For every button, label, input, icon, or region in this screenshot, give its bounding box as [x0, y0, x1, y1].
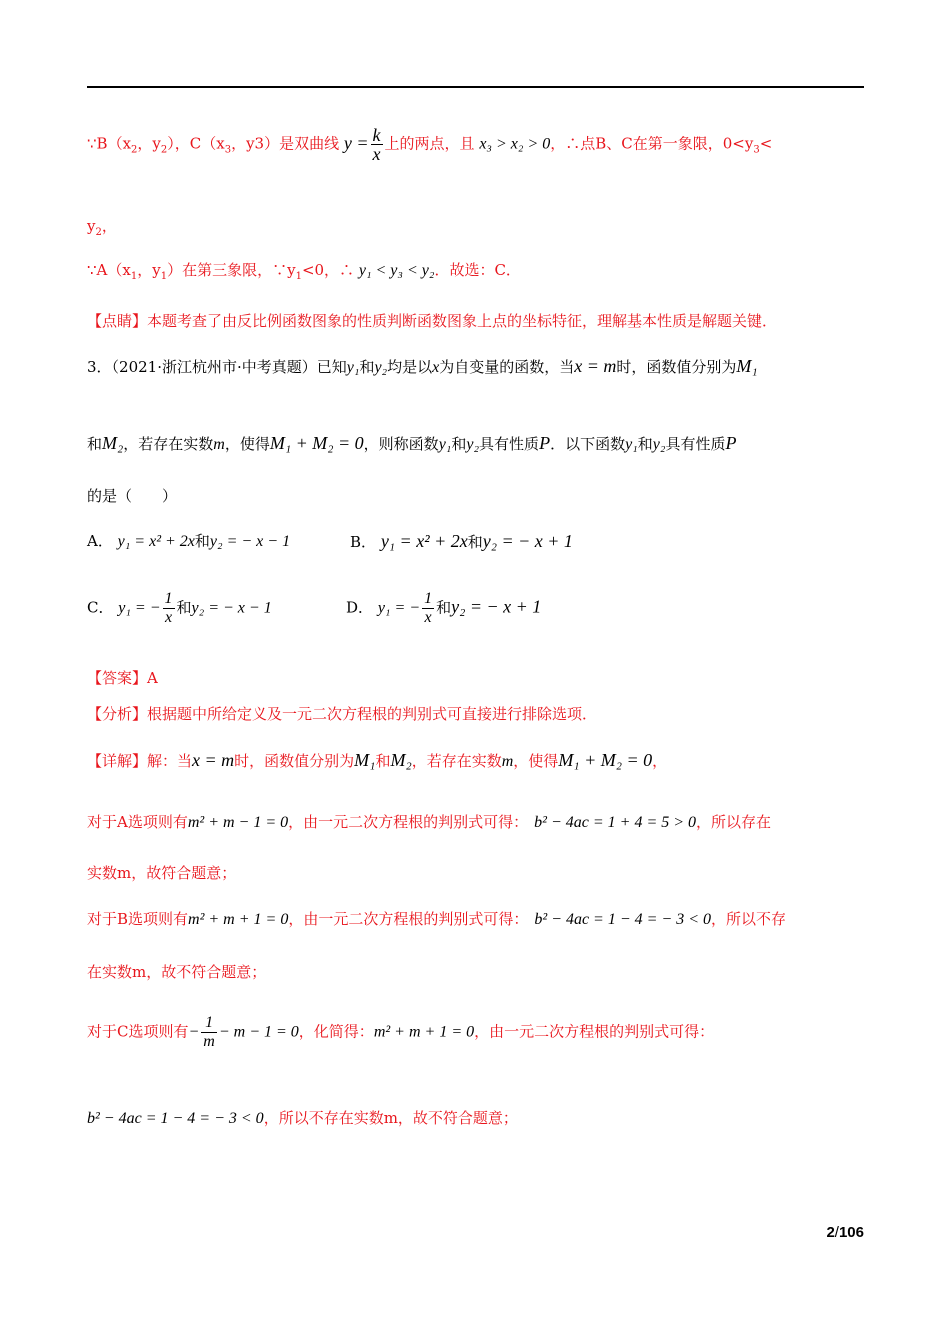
text-segment: ）在第三象限，∵y — [167, 261, 296, 279]
text-segment: 和 — [451, 435, 467, 453]
text-segment: 和 — [359, 358, 375, 376]
math-equation-c: − m − 1 = 0 — [218, 1023, 299, 1041]
text-segment: ，则称函数 — [363, 435, 439, 453]
math-equation-a: m² + m − 1 = 0 — [187, 814, 289, 831]
text-segment: ，若存在实数 — [411, 752, 502, 770]
math-option-a-y2: y₂ = − x − 1 — [209, 533, 291, 550]
subscript: 1 — [295, 271, 302, 282]
text-segment: 【答案】A — [87, 669, 158, 687]
text-segment: 和 — [436, 598, 452, 617]
text-segment: ，化简得： — [298, 1022, 374, 1041]
math-option-b-y1: y₁ = x² + 2x — [380, 531, 468, 551]
page-total: 106 — [838, 1224, 864, 1241]
text-segment: 【点睛】本题考查了由反比例函数图象的性质判断函数图象上点的坐标特征，理解基本性质是解题关键． — [87, 312, 778, 330]
subscript: 2 — [131, 144, 138, 156]
math-M1-plus-M2: M₁ + M₂ = 0 — [558, 750, 653, 770]
math-discriminant-c: b² − 4ac = 1 − 4 = − 3 < 0 — [87, 1110, 264, 1127]
header-rule — [87, 86, 864, 88]
text-segment: ．以下函数 — [550, 435, 626, 453]
case-a-line-2 — [87, 863, 236, 883]
text-segment: ，使得 — [513, 752, 559, 770]
text-segment: 和 — [176, 598, 192, 617]
text-segment: 和 — [87, 435, 103, 453]
fraction-one-over-x: $\frac{1}{x}$ — [164, 590, 173, 626]
text-segment: ），C（x — [167, 134, 225, 153]
solution-line-2 — [87, 216, 117, 243]
text-segment: 具有性质 — [479, 435, 540, 453]
math-y1: y₁ — [625, 436, 638, 453]
text-segment: ，y3）是双曲线 — [231, 134, 340, 153]
text-segment: < — [759, 134, 773, 153]
math-y2: y₂ — [374, 359, 388, 376]
text-segment: 的是（ ） — [87, 487, 178, 505]
subscript: 2 — [95, 227, 102, 238]
hyperbola-formula: y = $\frac{k}{x}$ — [343, 125, 381, 164]
math-M2: M₂ — [102, 433, 124, 453]
text-segment: y — [87, 217, 96, 235]
math-y1: y₁ — [438, 436, 452, 453]
case-b-line-1 — [87, 909, 786, 930]
text-segment: 和 — [375, 752, 391, 770]
option-label: D． — [346, 598, 374, 617]
math-minus: − — [188, 1023, 200, 1041]
subscript: 3 — [753, 144, 760, 156]
text-segment: <0，∴ — [301, 261, 355, 279]
solution-line-1 — [87, 126, 772, 163]
math-option-c-y2: y₂ = − x − 1 — [191, 599, 272, 617]
option-label: C． — [87, 598, 114, 617]
text-segment: 时，函数值分别为 — [234, 752, 355, 770]
math-m: m — [501, 753, 514, 770]
math-P: P — [539, 433, 551, 453]
text-segment: 时，函数值分别为 — [616, 358, 737, 376]
text-segment: ∵A（x — [87, 261, 131, 279]
detail-line — [87, 750, 667, 772]
case-c-line-2 — [87, 1108, 518, 1129]
text-segment: ，由一元二次方程根的判别式可得： — [288, 813, 529, 831]
text-segment: 均是以 — [387, 358, 433, 376]
math-M1: M₁ — [736, 356, 758, 376]
math-x: x — [432, 359, 440, 376]
comment-line — [87, 311, 777, 331]
text-segment: ，所以存在 — [696, 813, 772, 831]
subscript: 2 — [160, 144, 168, 156]
option-label: A． — [87, 532, 113, 550]
text-segment: 【分析】根据题中所给定义及一元二次方程根的判别式可直接进行排除选项． — [87, 705, 598, 723]
text-segment: ，y — [137, 134, 161, 153]
math-option-a-y1: y₁ = x² + 2x — [117, 533, 195, 550]
case-b-line-2 — [87, 962, 266, 982]
answer-line — [87, 668, 158, 688]
inequality-x3-x2: x₃ > x₂ > 0 — [479, 135, 551, 153]
math-equation-b: m² + m + 1 = 0 — [188, 911, 289, 928]
case-c-line-1 — [87, 1014, 714, 1051]
math-m: m — [213, 436, 225, 453]
text-segment: 对于C选项则有 — [87, 1022, 189, 1041]
page-number — [826, 1224, 864, 1241]
math-y1: y₁ — [346, 359, 360, 376]
case-a-line-1 — [87, 812, 771, 833]
math-M1-plus-M2: M₁ + M₂ = 0 — [269, 433, 364, 453]
subscript: 1 — [130, 271, 138, 282]
question-3-line-2 — [87, 433, 736, 455]
text-segment: ，所以不存 — [711, 910, 787, 928]
math-discriminant-a: b² − 4ac = 1 + 4 = 5 > 0 — [534, 814, 697, 831]
text-segment: 【详解】解：当 — [87, 752, 193, 770]
option-d — [346, 590, 541, 627]
text-segment: 3．（2021·浙江杭州市·中考真题）已知 — [87, 358, 347, 376]
text-segment: 实数m，故符合题意； — [87, 864, 237, 882]
text-segment: 和 — [637, 435, 653, 453]
fraction-one-over-x: $\frac{1}{x}$ — [424, 590, 433, 626]
text-segment: ， — [652, 752, 668, 770]
question-3-line-1 — [87, 356, 758, 378]
text-segment: ，y — [137, 261, 161, 279]
subscript: 3 — [224, 144, 232, 156]
math-discriminant-b: b² − 4ac = 1 − 4 = − 3 < 0 — [534, 911, 712, 928]
text-segment: ，若存在实数 — [123, 435, 214, 453]
math-y2: y₂ — [652, 436, 666, 453]
text-segment: 和 — [194, 532, 210, 550]
option-c — [87, 590, 272, 627]
text-segment: ，由一元二次方程根的判别式可得： — [288, 910, 529, 928]
question-3-line-3 — [87, 486, 177, 506]
text-segment: ， — [101, 217, 117, 235]
math-x-eq-m: x = m — [574, 356, 617, 376]
text-segment: 上的两点，且 — [384, 134, 475, 153]
math-equation-c-simplified: m² + m + 1 = 0 — [373, 1023, 475, 1041]
math-option-b-y2: y₂ = − x + 1 — [482, 531, 573, 551]
math-M2: M₂ — [390, 750, 412, 770]
analysis-line — [87, 704, 597, 724]
math-option-d-y1: y₁ = − — [377, 599, 421, 617]
text-segment: 在实数m，故不符合题意； — [87, 963, 267, 981]
option-label: B． — [350, 533, 377, 551]
math-M1: M₁ — [354, 750, 376, 770]
text-segment: ，所以不存在实数m，故不符合题意； — [263, 1109, 518, 1127]
math-P: P — [725, 433, 737, 453]
text-segment: 为自变量的函数，当 — [439, 358, 575, 376]
subscript: 1 — [160, 271, 168, 282]
text-segment: ．故选：C． — [434, 261, 521, 279]
text-segment: 具有性质 — [665, 435, 726, 453]
option-b — [350, 531, 573, 552]
option-a — [87, 531, 290, 552]
page-separator: / — [834, 1224, 839, 1241]
text-segment: ∵B（x — [87, 134, 132, 153]
text-segment: 对于B选项则有 — [87, 910, 189, 928]
math-x-eq-m: x = m — [192, 750, 235, 770]
solution-line-3 — [87, 260, 521, 287]
text-segment: ，使得 — [224, 435, 270, 453]
text-segment: ，由一元二次方程根的判别式可得： — [474, 1022, 715, 1041]
text-segment: ，∴点B、C在第一象限，0<y — [550, 134, 754, 153]
math-y2: y₂ — [466, 436, 480, 453]
inequality-y1-y3-y2: y₁ < y₃ < y₂ — [358, 262, 435, 279]
math-option-d-y2: y₂ = − x + 1 — [451, 596, 542, 617]
page-current: 2 — [826, 1224, 835, 1241]
math-option-c-y1: y₁ = − — [118, 599, 161, 617]
text-segment: 对于A选项则有 — [87, 813, 188, 831]
fraction-one-over-m: $\frac{1}{m}$ — [203, 1014, 215, 1050]
text-segment: 和 — [467, 533, 483, 551]
